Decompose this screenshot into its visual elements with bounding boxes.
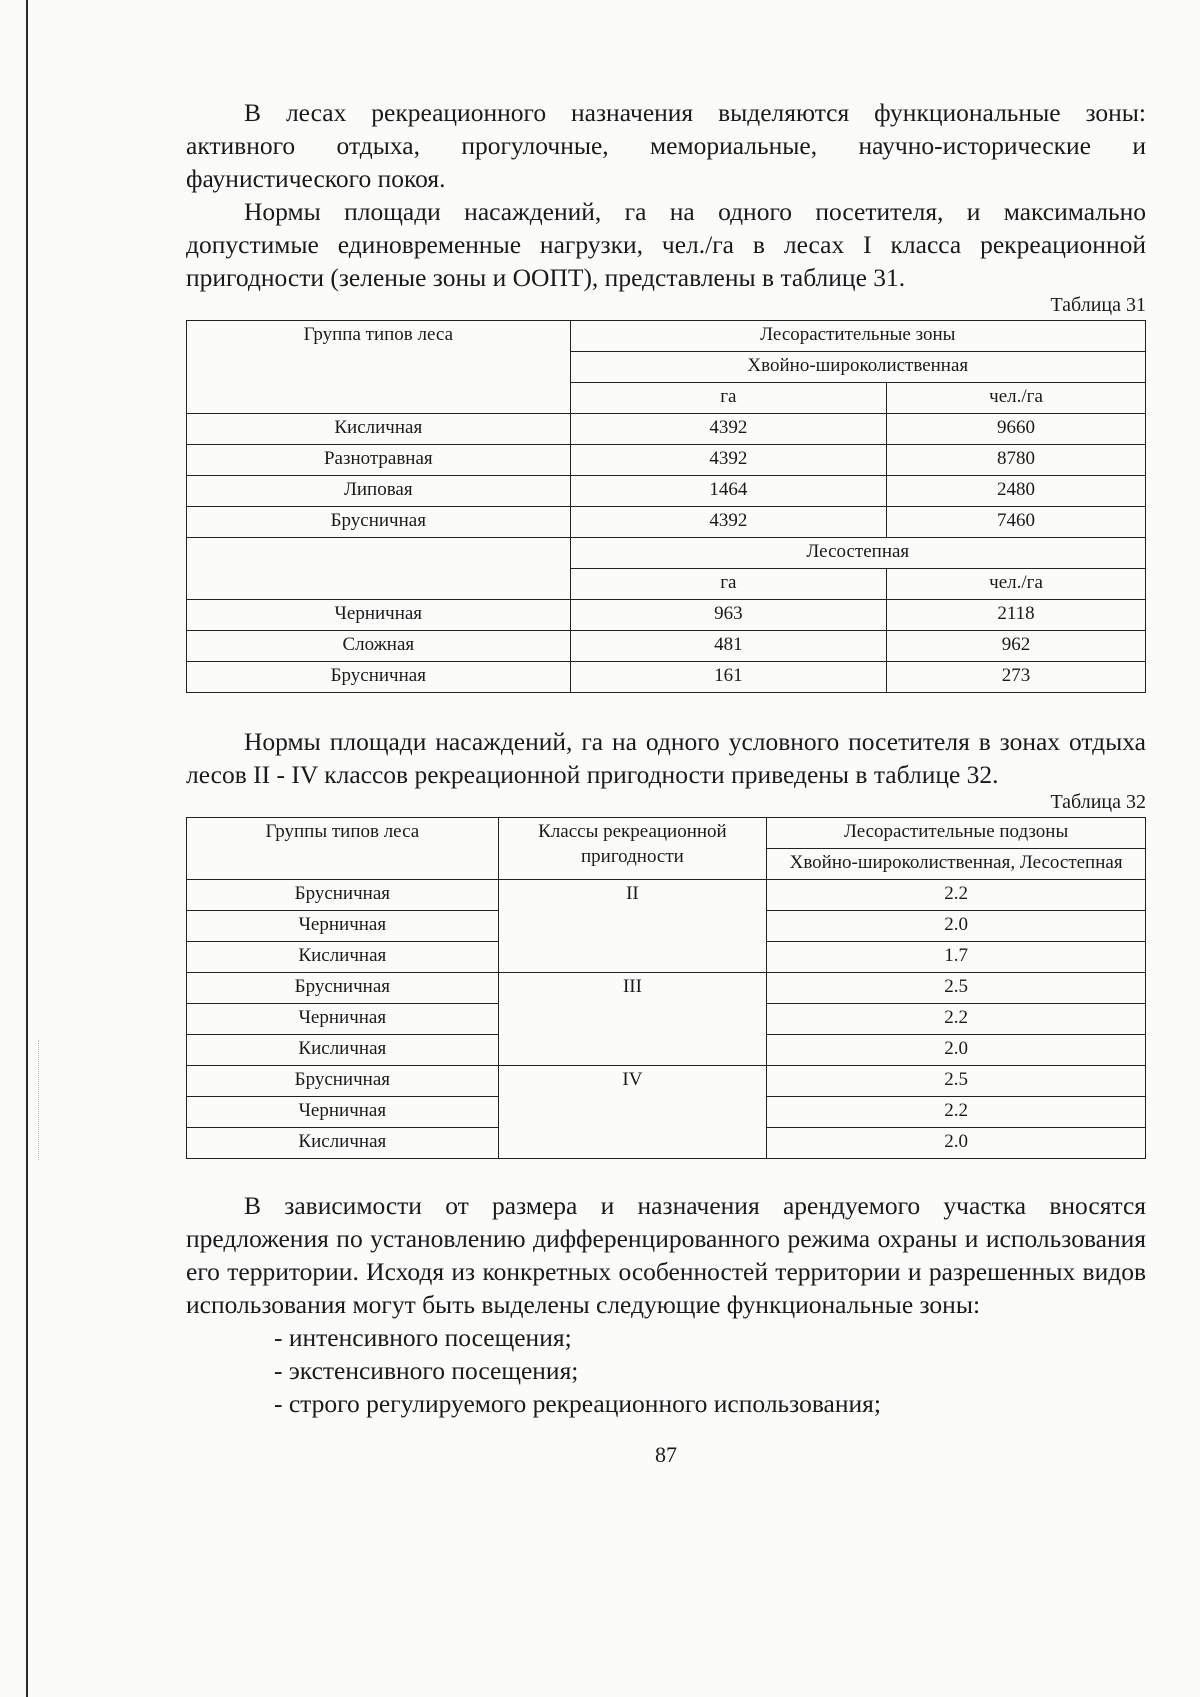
t31-cell-ha: 4392 (570, 414, 886, 445)
paragraph-1: В лесах рекреационного назначения выделяются функциональные зоны: активного отдыха, прогулочные, мемориальные, научно-исторические и фаунистического покоя. (186, 98, 1146, 193)
t32-cell-value: 1.7 (767, 942, 1146, 973)
t31-cell-ha: 963 (570, 600, 886, 631)
table-row (187, 973, 1146, 1004)
t32-cell-name: Черничная (187, 911, 499, 942)
page-content (186, 96, 1146, 1468)
t31-zone-1: Хвойно-широколиственная (570, 352, 1145, 383)
t32-cell-name: Брусничная (187, 973, 499, 1004)
paragraph-3: Нормы площади насаждений, га на одного условного посетителя в зонах отдыха лесов II - IV классов рекреационной пригодности приведены в таблице 32. (186, 727, 1146, 789)
t32-cell-value: 2.0 (767, 1128, 1146, 1159)
t32-classes-header: Классы рекреационной пригодности (498, 818, 767, 880)
t32-cell-value: 2.2 (767, 1004, 1146, 1035)
t31-cell-people: 962 (887, 631, 1146, 662)
page-number: 87 (655, 1442, 677, 1467)
t31-cell-name: Брусничная (187, 507, 571, 538)
t31-cell-ha: 161 (570, 662, 886, 693)
table-row (187, 445, 1146, 476)
paragraph-4: В зависимости от размера и назначения арендуемого участка вносятся предложения по установлению дифференцированного режима охраны и использования его территории. Исходя из конкретных особенностей территории и разрешенных видов использования могут быть выделены следующие функциональные зоны: (186, 1191, 1146, 1319)
t32-cell-name: Кисличная (187, 1128, 499, 1159)
t31-col-people: чел./га (887, 383, 1146, 414)
table-row (187, 600, 1146, 631)
table-row (187, 476, 1146, 507)
t31-cell-name: Сложная (187, 631, 571, 662)
table-row (187, 507, 1146, 538)
t31-cell-people: 7460 (887, 507, 1146, 538)
t31-cell-people: 8780 (887, 445, 1146, 476)
table-31-caption: Таблица 31 (1050, 294, 1146, 316)
scan-dotted-mark (38, 1040, 40, 1160)
t31-cell-people: 273 (887, 662, 1146, 693)
t31-col-ha: га (570, 383, 886, 414)
t31-cell-people: 9660 (887, 414, 1146, 445)
t31-cell-name: Разнотравная (187, 445, 571, 476)
t32-cell-value: 2.2 (767, 1097, 1146, 1128)
table-row (187, 1066, 1146, 1097)
t32-cell-name: Черничная (187, 1097, 499, 1128)
scan-edge-line (26, 0, 28, 1697)
t31-cell-ha: 4392 (570, 507, 886, 538)
t31-cell-name: Кисличная (187, 414, 571, 445)
t32-subzones-header: Лесорастительные подзоны (767, 818, 1146, 849)
t32-cell-name: Кисличная (187, 942, 499, 973)
t31-col-people-2: чел./га (887, 569, 1146, 600)
t32-cell-value: 2.2 (767, 880, 1146, 911)
zones-list (186, 1321, 1146, 1420)
t32-cell-name: Кисличная (187, 1035, 499, 1066)
t32-subzone-name: Хвойно-широколиственная, Лесостепная (767, 849, 1146, 880)
table-row (187, 662, 1146, 693)
t32-cell-name: Брусничная (187, 1066, 499, 1097)
t31-cell-ha: 481 (570, 631, 886, 662)
t31-col-ha-2: га (570, 569, 886, 600)
table-32 (186, 817, 1146, 1159)
list-item: - интенсивного посещения; (274, 1323, 572, 1352)
t31-cell-people: 2118 (887, 600, 1146, 631)
table-32-caption: Таблица 32 (1050, 791, 1146, 813)
t32-class-cell: IV (498, 1066, 767, 1159)
list-item: - строго регулируемого рекреационного использования; (274, 1389, 881, 1418)
t32-cell-name: Брусничная (187, 880, 499, 911)
t31-cell-name: Липовая (187, 476, 571, 507)
t32-cell-name: Черничная (187, 1004, 499, 1035)
t32-class-cell: II (498, 880, 767, 973)
table-row (187, 631, 1146, 662)
t31-zone-2: Лесостепная (570, 538, 1145, 569)
t31-cell-name: Черничная (187, 600, 571, 631)
table-31 (186, 320, 1146, 693)
t31-group-header: Группа типов леса (187, 321, 571, 414)
t32-cell-value: 2.5 (767, 973, 1146, 1004)
t31-zones-header: Лесорастительные зоны (570, 321, 1145, 352)
t32-cell-value: 2.0 (767, 911, 1146, 942)
list-item: - экстенсивного посещения; (274, 1356, 579, 1385)
table-row (187, 414, 1146, 445)
paragraph-2: Нормы площади насаждений, га на одного посетителя, и максимально допустимые единовременные нагрузки, чел./га в лесах I класса рекреационной пригодности (зеленые зоны и ООПТ), представлены в таблице 31. (186, 197, 1146, 292)
table-row (187, 880, 1146, 911)
t31-empty-cell (187, 538, 571, 600)
t31-cell-name: Брусничная (187, 662, 571, 693)
t32-class-cell: III (498, 973, 767, 1066)
t32-groups-header: Группы типов леса (187, 818, 499, 880)
t31-cell-ha: 1464 (570, 476, 886, 507)
t31-cell-ha: 4392 (570, 445, 886, 476)
t32-cell-value: 2.0 (767, 1035, 1146, 1066)
t31-cell-people: 2480 (887, 476, 1146, 507)
t32-cell-value: 2.5 (767, 1066, 1146, 1097)
